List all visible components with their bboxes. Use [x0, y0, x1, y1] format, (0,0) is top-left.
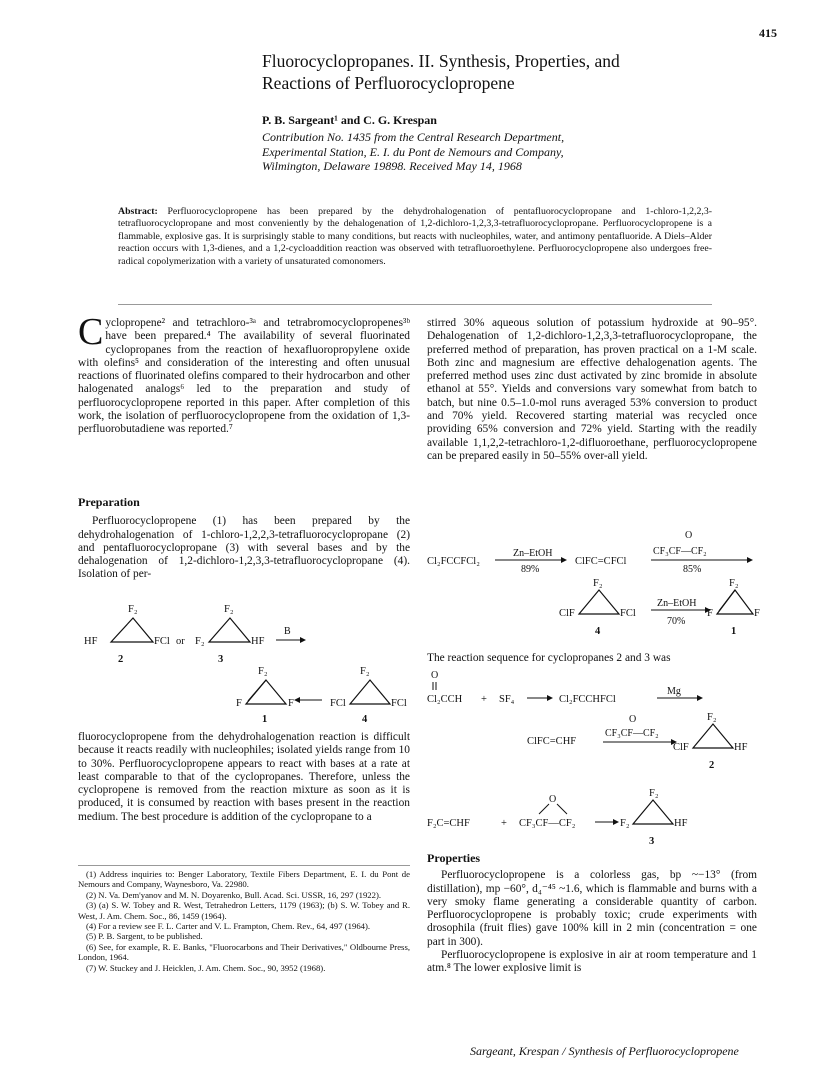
s3-ring3-left: F₂ [620, 818, 630, 829]
s3-arrowhead1 [547, 695, 553, 701]
s3-compound-3: 3 [649, 836, 655, 847]
arrowhead-right [300, 637, 306, 643]
running-footer: Sargeant, Krespan / Synthesis of Perfluorocyclopropene [470, 1044, 739, 1058]
s2-ring4-triangle [579, 590, 619, 614]
left-column-prep-cont [78, 731, 410, 824]
title-line-1: Fluorocyclopropanes. II. Synthesis, Properties, and [262, 51, 620, 71]
abstract-text: Perfluorocyclopropene has been prepared by the dehydrohalogenation of pentafluorocyclopropane and 1-chloro-1,2,2,3-tetrafluorocyclopropane and most conveniently by the dehalogenation of 1,2-dichloro-1,2,3,3-tetrafluorocyclopropane. Perfluorocyclopropene is a flammable, explosive gas. It is surprisingly stable to many conditions, but reacts with nucleophiles, water, and antimony pentafluoride. A Diels–Alder reaction occurs with 1,3-dienes, and a 1,2-cycloaddition reaction was observed with tetrafluoroethylene. Perfluorocyclopropene also undergoes free-radical copolymerization with a variety of unsaturated comonomers. [118, 206, 713, 267]
left-column-prep [78, 496, 410, 582]
s2-mid: ClFC=CFCl [575, 556, 627, 567]
dropcap: C [78, 311, 104, 353]
ring3-right: HF [251, 636, 265, 647]
s3-epoxide2: CF₃CF—CF₂ [519, 818, 576, 829]
s2-ring1-top: F₂ [729, 578, 739, 589]
s2-epoxide-o: O [685, 530, 693, 541]
s2-ring1-double-bond [719, 590, 735, 611]
s2-ring1-right: F [754, 608, 760, 619]
arrowhead-left [294, 697, 300, 703]
s3-epoxide: CF₃CF—CF₂ [605, 728, 659, 739]
s3-plus2: + [501, 818, 507, 829]
s3-ring2-left: ClF [673, 742, 689, 753]
footnote-7: (7) W. Stuckey and J. Heicklen, J. Am. Chem. Soc., 90, 3952 (1968). [86, 962, 326, 973]
sequence-caption-text: The reaction sequence for cyclopropanes 2 and 3 was [427, 652, 671, 664]
footnote-2: (2) N. Va. Dem'yanov and M. N. Doyarenko, Bull. Acad. Sci. USSR, 16, 297 (1922). [86, 889, 382, 900]
ring3-triangle [209, 618, 250, 642]
affiliation-line-3: Wilmington, Delaware 19898. Received May 14, 1968 [262, 159, 522, 173]
s3-mg: Mg [667, 686, 681, 697]
footnote-1: (1) Address inquiries to: Benger Laboratory, Textile Fibers Department, E. I. du Pont de Nemours and Company, Waynesboro, Va. 22980. [78, 869, 410, 890]
ring3-left: F₂ [195, 636, 205, 647]
prep-paragraph: Perfluorocyclopropene (1) has been prepared by the dehydrohalogenation of 1-chloro-1,2,2,3-tetrafluorocyclopropane (2) and pentafluorocyclopropane (3) with several bases and by the dehalogenation of 1,2-dichloro-1,2,3,3-tetrafluorocyclopropane (4). Isolation of per- [78, 515, 410, 581]
s2-ring4-right: FCl [620, 608, 636, 619]
ring2-top: F₂ [128, 604, 138, 615]
left-column-intro [78, 311, 410, 437]
s3-ring3-right: HF [674, 818, 688, 829]
heading-properties: Properties [427, 851, 481, 865]
s3-arrowhead4 [613, 819, 619, 825]
article-title [262, 50, 742, 94]
s2-yield1: 89% [521, 564, 540, 575]
s3-carbonyl-o: O [431, 670, 439, 681]
s2-ring1-triangle [717, 590, 753, 614]
s2-compound-4: 4 [595, 626, 601, 637]
affiliation-line-2: Experimental Station, E. I. du Pont de Nemours and Company, [262, 144, 564, 159]
s2-reagent1: Zn–EtOH [513, 548, 553, 559]
s3-ring2-right: HF [734, 742, 748, 753]
s2-compound-1: 1 [731, 626, 737, 637]
title-line-2: Reactions of Perfluorocyclopropene [262, 73, 515, 93]
compound-1-label: 1 [262, 714, 268, 725]
footnote-divider [78, 865, 410, 866]
abstract-label: Abstract: [118, 206, 158, 217]
s3-epoxide-o: O [629, 714, 637, 725]
s2-yield2: 85% [683, 564, 702, 575]
ring1-triangle [246, 680, 286, 704]
s2-arrowhead2 [747, 557, 753, 563]
footnote-3: (3) (a) S. W. Tobey and R. West, Tetrahedron Letters, 1179 (1963); (b) S. W. Tobey and R. West, J. Am. Chem. Soc., 86, 1459 (1964). [78, 900, 410, 921]
s2-ring4-left: ClF [559, 608, 575, 619]
ring2-left: HF [84, 636, 98, 647]
s3-epoxide2-bond1 [539, 804, 549, 814]
ring2-triangle [111, 618, 153, 642]
ring1-right: F [288, 698, 294, 709]
scheme-cyclopropane-synthesis [427, 666, 757, 852]
s2-reagent2: CF₃CF—CF₂ [653, 546, 707, 557]
s3-aldehyde: Cl₂CCH [427, 694, 463, 705]
footnote-6: (6) See, for example, R. E. Banks, "Fluorocarbons and Their Derivatives," Oldbourne Press, London, 1964. [78, 941, 410, 963]
right-column-properties [427, 852, 757, 976]
s3-ring3-triangle [633, 800, 673, 824]
ring4-top: F₂ [360, 666, 370, 677]
affiliation [262, 130, 722, 174]
s2-reagent3: Zn–EtOH [657, 598, 697, 609]
ring1-left: F [236, 698, 242, 709]
s2-ring1-left: F [707, 608, 713, 619]
ring2-right: FCl [154, 636, 170, 647]
properties-paragraph-2: Perfluorocyclopropene is explosive in air at room temperature and 1 atm.⁸ The lower explosive limit is [427, 949, 757, 975]
or-text: or [176, 636, 185, 647]
page-number: 415 [759, 26, 777, 40]
s3-sf4: SF₄ [499, 694, 515, 705]
s3-olefin: ClFC=CHF [527, 736, 577, 747]
scheme-dehalogenation [427, 528, 760, 648]
s3-ring3-top: F₂ [649, 788, 659, 799]
abstract [118, 206, 712, 268]
s2-yield3: 70% [667, 616, 686, 627]
s3-ring2-top: F₂ [707, 712, 717, 723]
ring4-right: FCl [391, 698, 407, 709]
ring1-top: F₂ [258, 666, 268, 677]
s2-arrowhead1 [561, 557, 567, 563]
s3-plus1: + [481, 694, 487, 705]
footnotes [78, 869, 410, 973]
reagent-B: B [284, 626, 291, 637]
compound-2-label: 2 [118, 654, 124, 665]
dehalogenation-paragraph: stirred 30% aqueous solution of potassium hydroxide at 90–95°. Dehalogenation of 1,2-dichloro-1,2,3,3-tetrafluorocyclopropane, the preferred method of preparation, has proven practical on a 1-M scale. Both zinc and magnesium are effective dehalogenation agents. The preferred method uses zinc dust activated by zinc bromide in absolute ethanol at 55°. Yields and conversions vary somewhat from batch to batch, but nine 0.5–1.0-mol runs averaged 53% conversion to product and 70% yield. Recovered starting material was recycled once providing 65% conversion and 72% yield. Starting with the readily available 1,1,2,2-tetrachloro-1,2-difluoroethane, perfluorocyclopropene can be prepared easily in 50–55% over-all yield. [427, 317, 757, 462]
ring4-left: FCl [330, 698, 346, 709]
properties-paragraph-1: Perfluorocyclopropene is a colorless gas, bp ~−13° (from distillation), mp −60°, d₄⁻⁴⁵ ~1.6, which is flammable and burns with a very smoky flame generating a considerable quantity of carbon. Perfluorocyclopropene is probably toxic; crude experiments with drosophila (fruit flies) gave 100% kill in 2 min (concentration = one part in 300). [427, 869, 757, 948]
footnote-5: (5) P. B. Sargent, to be published. [86, 931, 203, 942]
s3-ring2-triangle [693, 724, 733, 748]
s3-olefin2: F₂C=CHF [427, 818, 470, 829]
compound-4-label: 4 [362, 714, 368, 725]
s3-epoxide2-o: O [549, 794, 557, 805]
s2-ring4-top: F₂ [593, 578, 603, 589]
scheme-dehydrohalogenation [78, 600, 418, 730]
compound-3-label: 3 [218, 654, 224, 665]
prep-continued: fluorocyclopropene from the dehydrohalogenation reaction is difficult because it reacts readily with nucleophiles; isolated yields range from 10 to 30%. Perfluorocyclopropene appears to react with bases at a rate at least comparable to that of the cyclopropanes. Therefore, unless the cyclopropene is removed from the reaction mixture as soon as it is produced, it is consumed by reaction with bases present in the reaction medium. The best procedure is addition of the cyclopropane to a [78, 731, 410, 823]
heading-preparation: Preparation [78, 495, 140, 509]
ring4-triangle [350, 680, 390, 704]
s3-product1: Cl₂FCCHFCl [559, 694, 616, 705]
s3-arrowhead2 [697, 695, 703, 701]
s3-compound-2: 2 [709, 760, 715, 771]
right-column-top [427, 317, 757, 463]
ring3-top: F₂ [224, 604, 234, 615]
s2-start: Cl₂FCCFCl₂ [427, 556, 480, 567]
authors: P. B. Sargeant¹ and C. G. Krespan [262, 113, 437, 127]
affiliation-line-1: Contribution No. 1435 from the Central Research Department, [262, 130, 565, 144]
intro-paragraph: yclopropene² and tetrachloro-³ᵃ and tetrabromocyclopropenes³ᵇ have been prepared.⁴ The availability of several fluorinated cyclopropanes from the reaction of hexafluoropropylene oxide with olefins⁵ and consideration of the interesting and often unusual reactions of fluorinated olefins compared to their hydrocarbon and other halogenated analogs⁶ led to the preparation and study of perfluorocyclopropene reported in this paper. After completion of this work, the isolation of perfluorocyclopropene from the oxidation of 1,3-perfluorobutadiene was reported.⁷ [78, 317, 410, 436]
footnote-4: (4) For a review see F. L. Carter and V. L. Frampton, Chem. Rev., 64, 497 (1964). [86, 921, 371, 932]
s3-epoxide2-bond2 [557, 804, 567, 814]
sequence-caption [427, 652, 757, 665]
abstract-divider [118, 304, 712, 305]
